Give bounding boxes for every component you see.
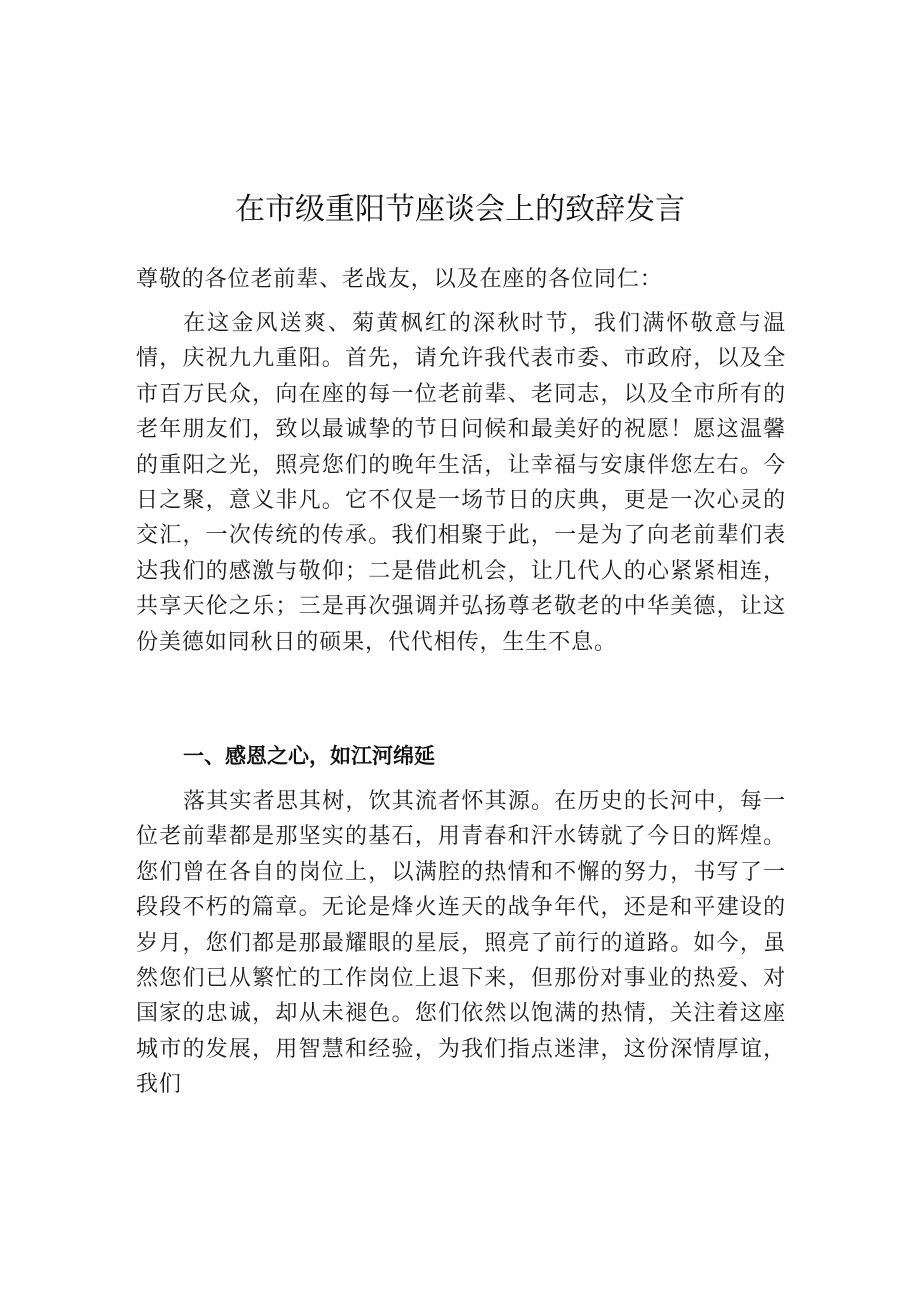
salutation: 尊敬的各位老前辈、老战友，以及在座的各位同仁： [136,267,663,292]
paragraph-intro: 在这金风送爽、菊黄枫红的深秋时节，我们满怀敬意与温情，庆祝九九重阳。首先，请允许我代表市委、市政府，以及全市百万民众，向在座的每一位老前辈、老同志，以及全市所有的老年朋友们，致以最诚挚的节日问候和最美好的祝愿！愿这温馨的重阳之光，照亮您们的晚年生活，让幸福与安康伴您左右。今日之聚，意义非凡。它不仅是一场节日的庆典，更是一次心灵的交汇，一次传统的传承。我们相聚于此，一是为了向老前辈们表达我们的感激与敬仰；二是借此机会，让几代人的心紧紧相连，共享天伦之乐；三是再次强调并弘扬尊老敬老的中华美德，让这份美德如同秋日的硕果，代代相传，生生不息。 [136,311,786,655]
paragraph-gratitude: 落其实者思其树，饮其流者怀其源。在历史的长河中，每一位老前辈都是那坚实的基石，用青春和汗水铸就了今日的辉煌。您们曾在各自的岗位上，以满腔的热情和不懈的努力，书写了一段段不朽的篇章。无论是烽火连天的战争年代，还是和平建设的岁月，您们都是那最耀眼的星辰，照亮了前行的道路。如今，虽然您们已从繁忙的工作岗位上退下来，但那份对事业的热爱、对国家的忠诚，却从未褪色。您们依然以饱满的热情，关注着这座城市的发展，用智慧和经验，为我们指点迷津，这份深情厚谊，我们 [136,789,786,1098]
document-title: 在市级重阳节座谈会上的致辞发言 [235,192,685,228]
section-heading-1: 一、感恩之心，如江河绵延 [183,744,435,768]
